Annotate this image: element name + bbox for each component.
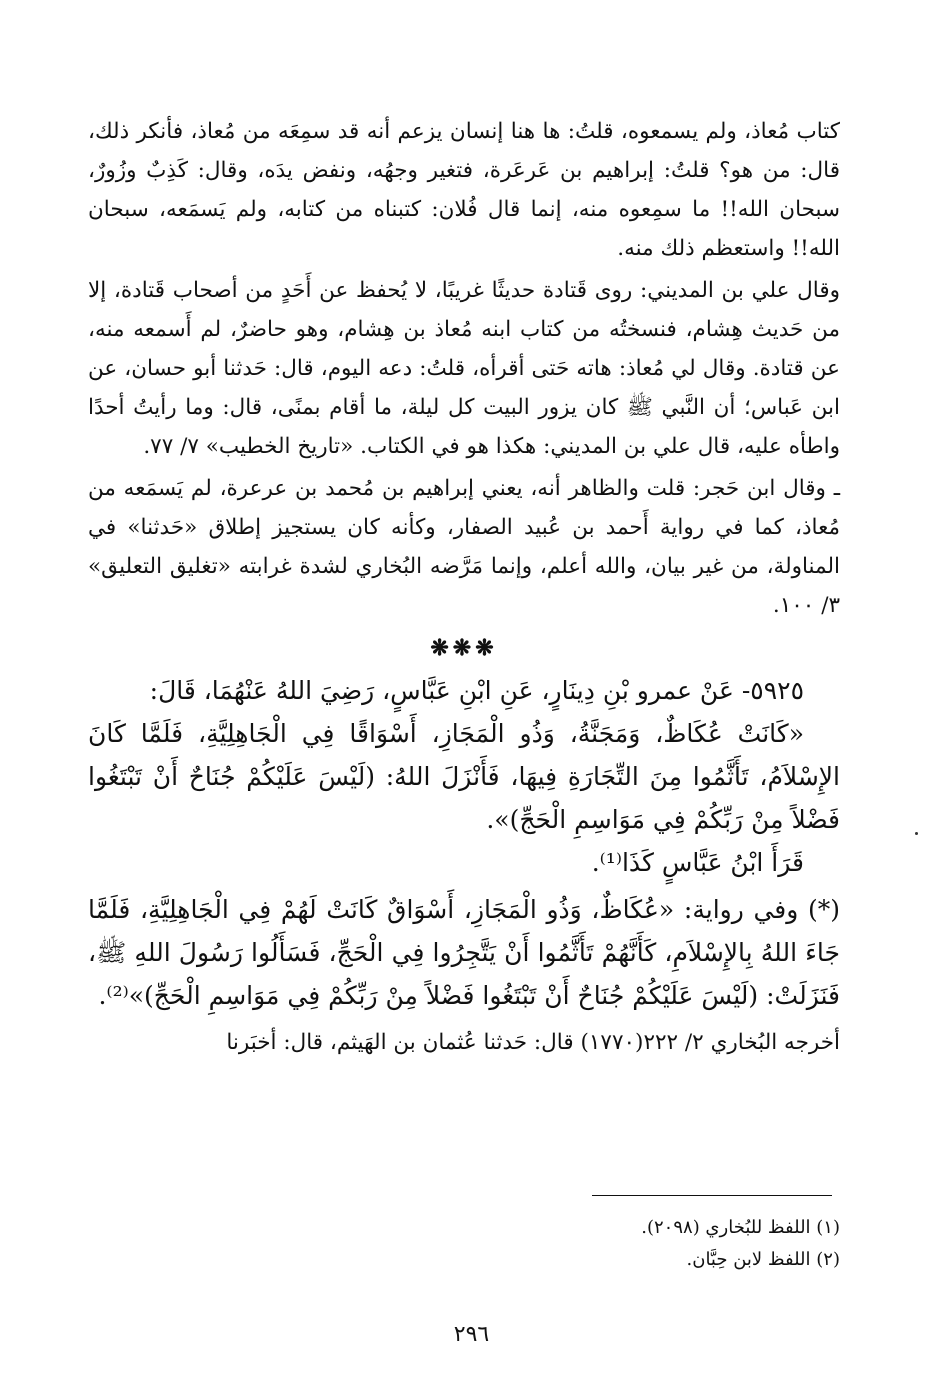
footnotes [88, 1212, 840, 1276]
page-body [88, 112, 840, 1062]
hadith-matn: «كَانَتْ عُكَاظٌ، وَمَجَنَّةُ، وَذُو الْمَجَازِ، أَسْوَاقًا فِي الْجَاهِلِيَّةِ، فَلَمَّا كَانَ الإِسْلاَمُ، تَأَثَّمُوا مِنَ التِّجَارَةِ فِيهَا، فَأَنْزَلَ اللهُ: (لَيْسَ عَلَيْكُمْ جُنَاحٌ أَنْ تَبْتَغُوا فَضْلاً مِنْ رَبِّكُمْ فِي مَوَاسِمِ الْحَجِّ)». [88, 719, 840, 834]
commentary-paragraph-1: كتاب مُعاذ، ولم يسمعوه، قلتُ: ها هنا إنسان يزعم أنه قد سمِعَه من مُعاذ، فأنكر ذلك، قال: من هو؟ قلتُ: إبراهيم بن عَرعَرة، فتغير وجهُه، ونفض يدَه، وقال: كَذِبٌ وزُورٌ، سبحان الله!! ما سمِعوه منه، إنما قال فُلان: كتبناه من كتابه، ولم يَسمَعه، سبحان الله!! واستعظم ذلك منه. [88, 119, 840, 261]
hadith-isnad: ٥٩٢٥- عَنْ عمرو بْنِ دِينَارٍ، عَنِ ابْنِ عَبَّاسٍ، رَضِيَ اللهُ عَنْهُمَا، قَالَ: [149, 676, 804, 705]
section-separator: ❋❋❋ [430, 635, 498, 661]
commentary-paragraph-2: وقال علي بن المديني: روى قَتادة حديثًا غريبًا، لا يُحفظ عن أَحَدٍ من أصحاب قَتادة، إلا من حَديث هِشام، فنسختُه من كتاب ابنه مُعاذ بن هِشام، وهو حاضرٌ، لم أَسمعه منه، عن قتادة. وقال لي مُعاذ: هاته حَتى أقرأه، قلتُ: دعه اليوم، قال: حَدثنا أبو حسان، عن ابن عَباس؛ أن النَّبي ﷺ كان يزور البيت كل ليلة، ما أقام بمنًى، قال: وما رأيتُ أحدًا واطأه عليه، قال علي بن المديني: هكذا هو في الكتاب. «تاريخ الخطيب» ٧/ ٧٧. [88, 278, 840, 459]
hadith-qira: قَرَأَ ابْنُ عَبَّاسٍ كَذَا⁽¹⁾. [591, 848, 804, 877]
footnote-divider [592, 1195, 832, 1196]
commentary-paragraph-3: ـ وقال ابن حَجر: قلت والظاهر أنه، يعني إبراهيم بن مُحمد بن عرعرة، لم يَسمَعه من مُعاذ، كما في رواية أَحمد بن عُبيد الصفار، وكأنه كان يستجيز إطلاق «حَدثنا» في المناولة، من غير بيان، والله أعلم، وإنما مَرَّضه البُخاري لشدة غرابته «تغليق التعليق» ٣/ ١٠٠. [88, 476, 840, 618]
page-number: ٢٩٦ [453, 1322, 490, 1347]
margin-dot [915, 832, 918, 835]
footnote-2: (٢) اللفظ لابن حِبَّان. [686, 1249, 840, 1270]
source-line: أخرجه البُخاري ٢/ ٢٢٢(١٧٧٠) قال: حَدثنا عُثمان بن الهَيثم، قال: أخبَرنا [226, 1030, 840, 1055]
footnote-1: (١) اللفظ للبُخاري (٢٠٩٨). [641, 1217, 840, 1238]
hadith-riwaya: (*) وفي رواية: «عُكَاظٌ، وَذُو الْمَجَازِ، أَسْوَاقٌ كَانَتْ لَهُمْ فِي الْجَاهِلِيَّةِ، فَلَمَّا جَاءَ اللهُ بِالإِسْلاَمِ، كَأَنَّهُمْ تَأَثَّمُوا أَنْ يَتَّجِرُوا فِي الْحَجِّ، فَسَأَلُوا رَسُولَ اللهِ ﷺ، فَنَزَلَتْ: (لَيْسَ عَلَيْكُمْ جُنَاحٌ أَنْ تَبْتَغُوا فَضْلاً مِنْ رَبِّكُمْ فِي مَوَاسِمِ الْحَجِّ)»⁽²⁾. [88, 895, 840, 1010]
